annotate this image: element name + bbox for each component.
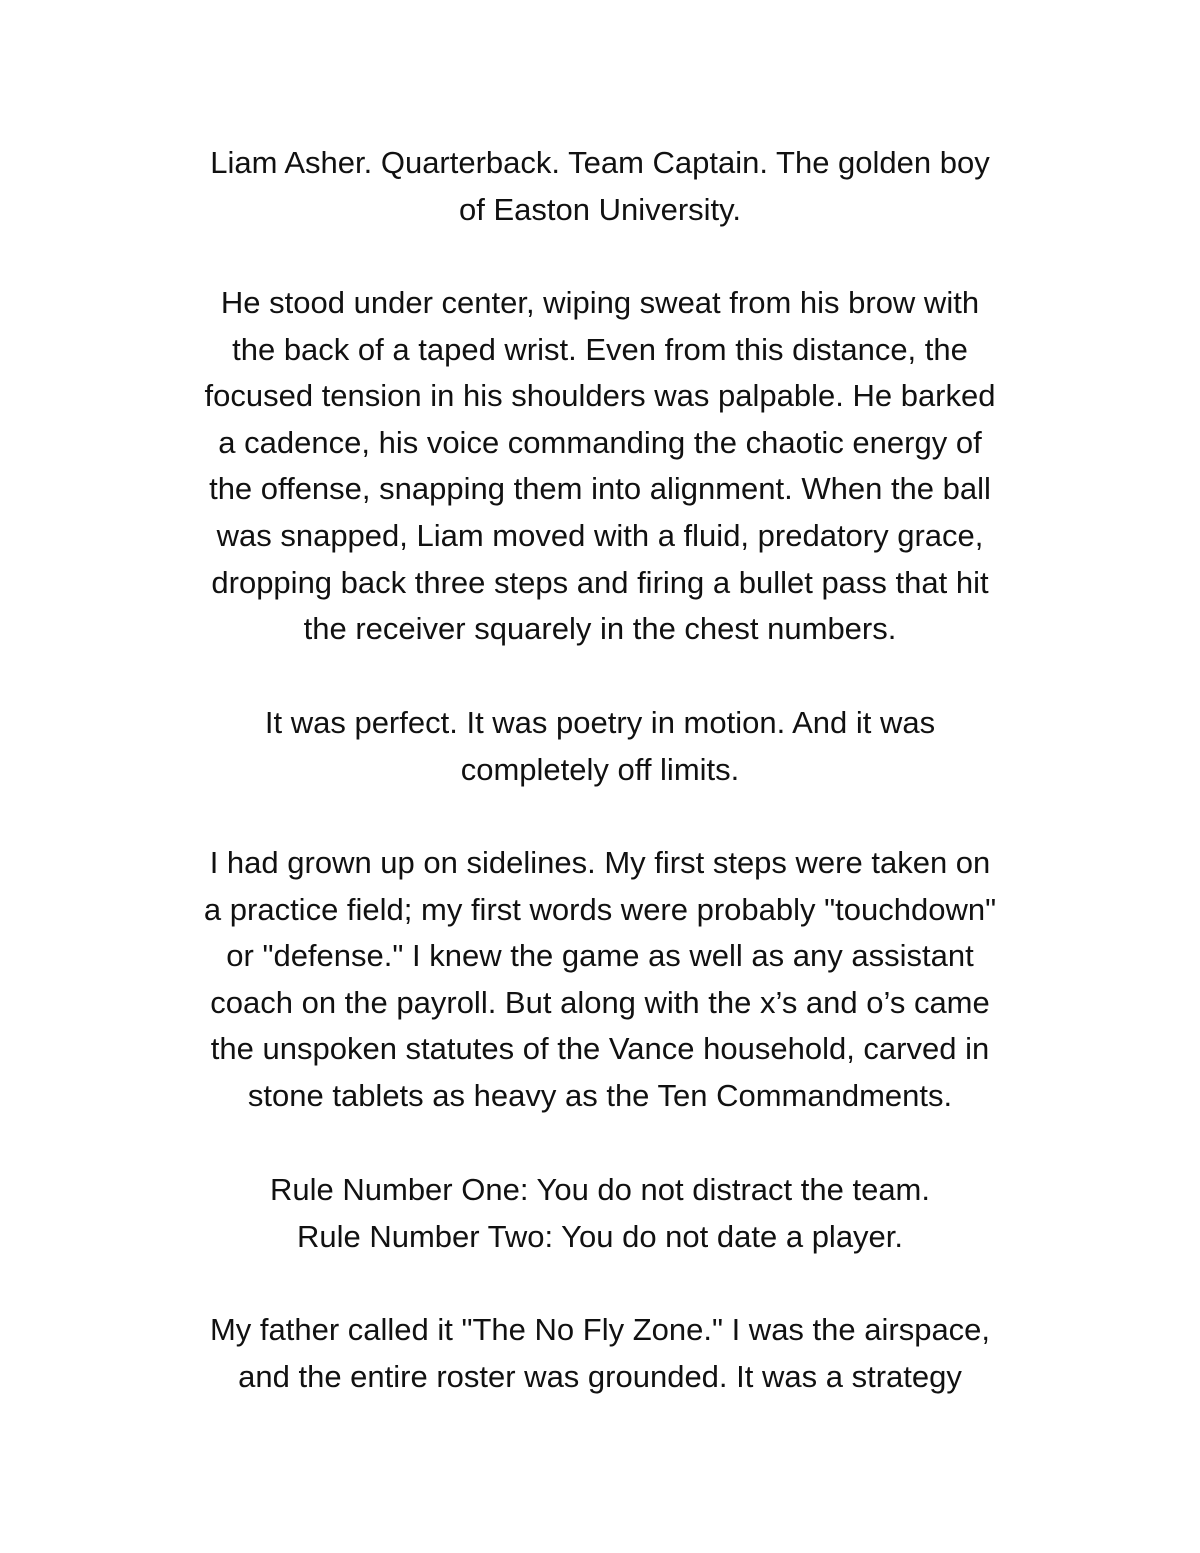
text-line: and the entire roster was grounded. It was a strategy: [238, 1358, 962, 1394]
text-line: I had grown up on sidelines. My first steps were taken on: [209, 845, 991, 880]
text-line: the offense, snapping them into alignment. When the ball: [209, 471, 991, 507]
text-line: My father called it "The No Fly Zone." I was the airspace,: [209, 1312, 991, 1347]
paragraph-sidelines: [100, 840, 1100, 1120]
paragraph-no-fly-zone: [100, 1307, 1100, 1400]
paragraph-off-limits: [100, 700, 1100, 793]
text-line: of Easton University.: [459, 191, 741, 227]
text-line: dropping back three steps and firing a bullet pass that hit: [211, 564, 989, 600]
text-line: was snapped, Liam moved with a fluid, predatory grace,: [216, 517, 984, 553]
text-line: or "defense." I knew the game as well as any assistant: [226, 938, 974, 974]
text-line: It was perfect. It was poetry in motion. And it was: [264, 705, 936, 740]
text-line: the back of a taped wrist. Even from this distance, the: [232, 331, 968, 367]
text-line: the receiver squarely in the chest numbers.: [303, 611, 897, 647]
text-line: completely off limits.: [460, 751, 740, 787]
text-line: Liam Asher. Quarterback. Team Captain. The golden boy: [210, 145, 990, 180]
paragraph-quarterback-play: [100, 280, 1100, 653]
text-line: Rule Number One: You do not distract the team.: [270, 1172, 930, 1207]
paragraph-rules: [100, 1167, 1100, 1260]
text-line: stone tablets as heavy as the Ten Commandments.: [247, 1077, 953, 1113]
paragraph-intro: [100, 140, 1100, 233]
text-line: a practice field; my first words were probably "touchdown": [203, 891, 997, 927]
text-line: focused tension in his shoulders was palpable. He barked: [204, 378, 996, 414]
text-line: He stood under center, wiping sweat from his brow with: [220, 285, 980, 320]
text-line: coach on the payroll. But along with the x’s and o’s came: [210, 984, 990, 1020]
text-line: the unspoken statutes of the Vance household, carved in: [210, 1031, 990, 1067]
text-line: a cadence, his voice commanding the chaotic energy of: [218, 424, 982, 460]
text-line: Rule Number Two: You do not date a player.: [296, 1218, 904, 1254]
